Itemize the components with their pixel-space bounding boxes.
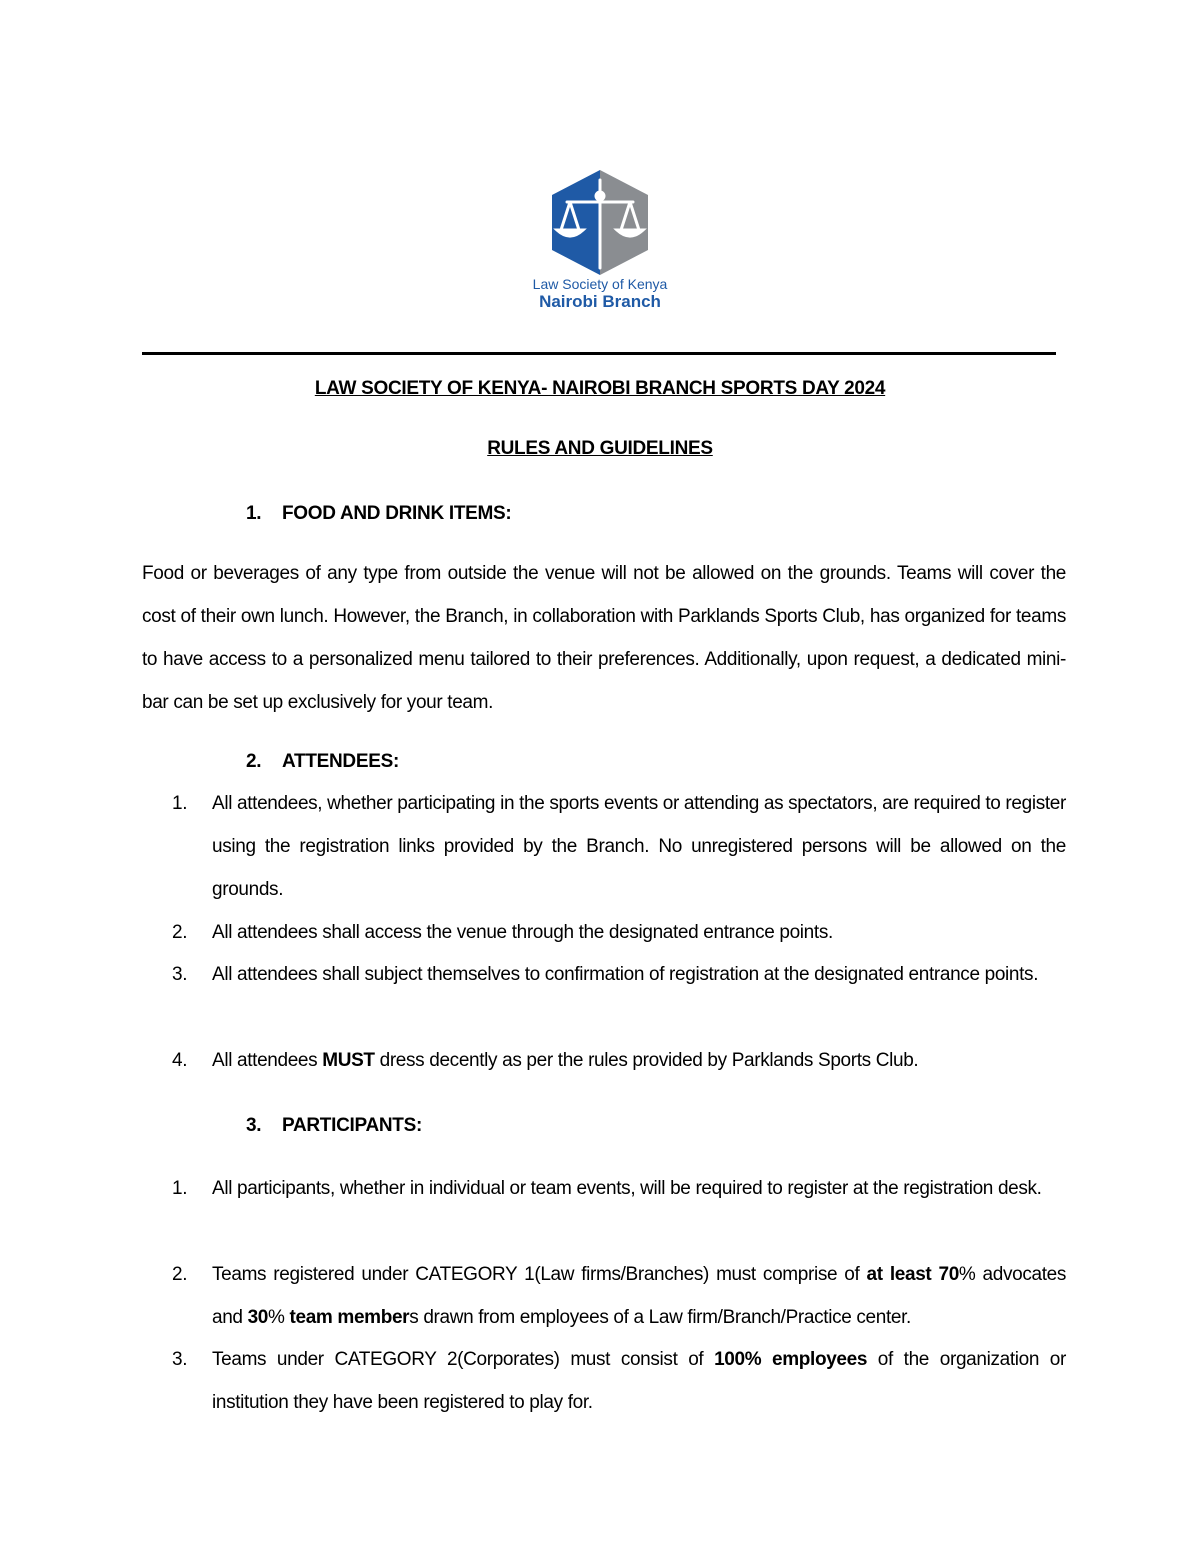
scales-of-justice-icon: [497, 140, 703, 275]
section-food-paragraph: Food or beverages of any type from outside the venue will not be allowed on the grounds. Teams will cover the cost of their own lunch. However, the Branch, in collaboration with Parklands Sports Club, has organized for teams to have access to a personalized menu tailored to their preferences. Additionally, upon request, a dedicated mini-bar can be set up exclusively for your team.: [142, 563, 1066, 713]
document-subtitle: RULES AND GUIDELINES: [487, 438, 713, 459]
header-divider: [142, 352, 1056, 355]
list-item: 1. All attendees, whether participating in the sports events or attending as spectators, are required to register using the registration links provided by the Branch. No unregistered persons will be allowed on the grounds.: [172, 793, 1066, 900]
section-heading-attendees: 2. ATTENDEES:: [246, 751, 399, 772]
logo-text-branch: Nairobi Branch: [539, 292, 661, 311]
list-item: 4. All attendees MUST dress decently as per the rules provided by Parklands Sports Club.: [172, 1050, 919, 1071]
list-item: 1. All participants, whether in individual or team events, will be required to register at the registration desk.: [172, 1178, 1042, 1199]
list-item: 2. Teams registered under CATEGORY 1(Law firms/Branches) must comprise of at least 70% advocates and 30% team members drawn from employees of a Law firm/Branch/Practice center.: [172, 1264, 1067, 1328]
list-item: 3. All attendees shall subject themselves to confirmation of registration at the designated entrance points.: [172, 964, 1039, 985]
list-item: 2. All attendees shall access the venue through the designated entrance points.: [172, 922, 833, 943]
section-heading-participants: 3. PARTICIPANTS:: [246, 1115, 423, 1136]
document-title: LAW SOCIETY OF KENYA- NAIROBI BRANCH SPORTS DAY 2024: [314, 378, 886, 399]
section-heading-food: 1. FOOD AND DRINK ITEMS:: [246, 503, 512, 524]
list-item: 3. Teams under CATEGORY 2(Corporates) must consist of 100% employees of the organization or institution they have been registered to play for.: [172, 1349, 1066, 1413]
lsk-logo: [497, 140, 703, 330]
logo-text-society: Law Society of Kenya: [532, 276, 668, 292]
